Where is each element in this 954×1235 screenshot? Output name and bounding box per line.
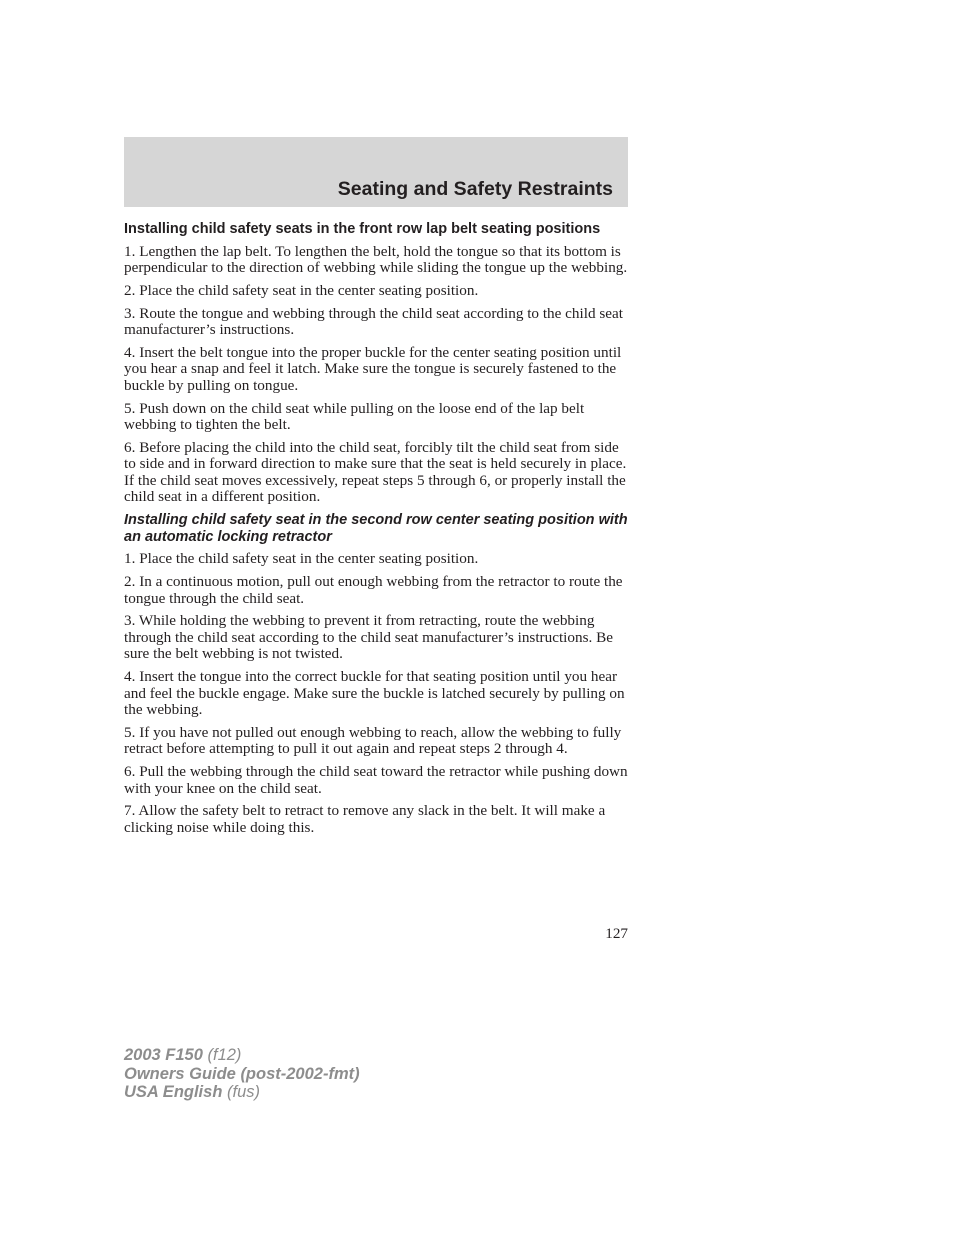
step-paragraph: 5. Push down on the child seat while pulling on the loose end of the lap belt webbing to tighten the belt. (124, 399, 585, 434)
chapter-title: Seating and Safety Restraints (337, 178, 613, 200)
footer-line-model (124, 1046, 360, 1065)
page-content (124, 221, 630, 843)
step-paragraph: 2. In a continuous motion, pull out enough webbing from the retractor to route the tongue through the child seat. (124, 573, 623, 607)
step-paragraph: 2. Place the child safety seat in the center seating position. (124, 281, 479, 299)
section-heading-front-row: Installing child safety seats in the front row lap belt seating positions (124, 221, 601, 237)
footer-language: USA English (124, 1083, 223, 1101)
section-header-band (124, 137, 628, 207)
footer-guide-name: Owners Guide (post-2002-fmt) (124, 1064, 360, 1083)
footer-model-year: 2003 F150 (124, 1046, 203, 1064)
step-paragraph: 1. Lengthen the lap belt. To lengthen the belt, hold the tongue so that its bottom is perpendicular to the direction of webbing while sliding the tongue up the webbing. (124, 242, 628, 276)
step-paragraph: 1. Place the child safety seat in the center seating position. (124, 550, 479, 568)
document-footer (124, 1046, 360, 1102)
footer-language-code: (fus) (227, 1083, 260, 1101)
step-paragraph: 7. Allow the safety belt to retract to remove any slack in the belt. It will make a clicking noise while doing this. (124, 802, 606, 836)
step-paragraph: 5. If you have not pulled out enough webbing to reach, allow the webbing to fully retract before attempting to pull it out again and repeat steps 2 through 4. (124, 723, 622, 758)
step-paragraph: 6. Before placing the child into the child seat, forcibly tilt the child seat from side to side and in forward direction to make sure that the seat is held securely in place. If the child seat moves excessively, repeat steps 5 through 6, or properly install the child seat in a different position. (124, 439, 627, 506)
footer-line-guide (124, 1065, 360, 1084)
step-paragraph: 4. Insert the tongue into the correct buckle for that seating position until you hear and feel the buckle engage. Make sure the buckle is latched securely by pulling on the webbing. (124, 668, 625, 718)
step-paragraph: 3. While holding the webbing to prevent it from retracting, route the webbing through the child seat according to the child seat manufacturer’s instructions. Be sure the belt webbing is not twisted. (124, 612, 613, 663)
step-paragraph: 3. Route the tongue and webbing through the child seat according to the child seat manufacturer’s instructions. (124, 304, 623, 339)
footer-model-code: (f12) (207, 1046, 242, 1064)
step-paragraph: 4. Insert the belt tongue into the proper buckle for the center seating position until you hear a snap and feel it latch. Make sure the tongue is securely fastened to the buckle by pulling on tongue. (124, 344, 622, 394)
footer-line-language (124, 1083, 360, 1102)
section-heading-second-row: Installing child safety seat in the second row center seating position with an automatic locking retractor (124, 512, 628, 545)
step-paragraph: 6. Pull the webbing through the child seat toward the retractor while pushing down with your knee on the child seat. (124, 763, 628, 797)
page-number: 127 (605, 925, 628, 942)
